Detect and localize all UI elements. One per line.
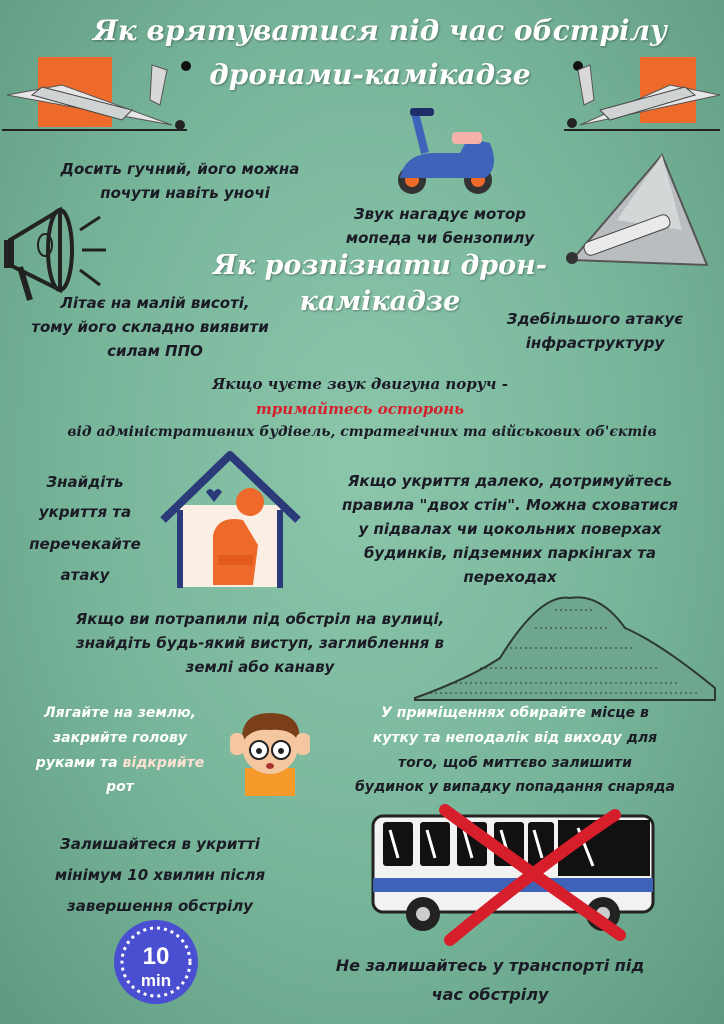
street-line1: Якщо ви потрапили під обстріл на вулиці, (75, 610, 445, 628)
scooter-icon (390, 108, 500, 196)
loud-line2: почути навіть уночі (100, 184, 270, 202)
house-icon (158, 450, 303, 590)
two-walls-line4: будинків, підземних паркінгах та (363, 544, 657, 562)
lie-line3-b: відкрийте (122, 755, 205, 771)
shelter-line1: Знайдіть (46, 473, 124, 491)
infra-line2: інфраструктуру (525, 334, 665, 352)
shahed-drone-icon (562, 150, 712, 280)
timer-icon (112, 918, 200, 1006)
shelter-line3: перечекайте (29, 535, 141, 553)
corner-line2-a: кутку та неподалік від виходу (372, 730, 627, 746)
lie-line3 (10, 755, 230, 772)
street-line3: землі або канаву (185, 658, 335, 676)
engine-line2: тримайтесь осторонь (255, 400, 465, 418)
cross-icon (430, 805, 630, 945)
sound-line1: Звук нагадує мотор (353, 205, 527, 223)
shelter-line2: укриття та (38, 503, 132, 521)
hill-icon (410, 588, 720, 703)
stay-line3: завершення обстрілу (67, 897, 253, 915)
subtitle-line1: Як розпізнати дрон- (212, 250, 548, 281)
corner-line1-b: місце в (590, 705, 649, 721)
transport-line2: час обстрілу (431, 985, 549, 1004)
title-line1: Як врятуватися під час обстрілу (93, 14, 667, 47)
subtitle-line2: камікадзе (299, 286, 461, 317)
timer-number: 10 (142, 943, 170, 970)
corner-line2 (310, 730, 720, 747)
drone-icon (2, 55, 192, 135)
two-walls-line3: у підвалах чи цокольних поверхах (358, 520, 662, 538)
lie-line1: Лягайте на землю, (44, 705, 196, 721)
engine-line3: від адміністративних будівель, стратегічних та військових об'єктів (67, 424, 657, 440)
corner-line1 (310, 705, 720, 722)
corner-line2-b: для (626, 730, 658, 746)
low-line2: тому його складно виявити (31, 318, 269, 336)
corner-line4: будинок у випадку попадання снаряда (355, 779, 675, 795)
lie-line4: рот (106, 779, 134, 795)
stay-line2: мінімум 10 хвилин після (54, 866, 266, 884)
corner-line3: того, щоб миттєво залишити (398, 755, 632, 771)
lie-line2: закрийте голову (53, 730, 187, 746)
two-walls-line5: переходах (463, 568, 557, 586)
shelter-line4: атаку (60, 566, 110, 584)
loud-line1: Досить гучний, його можна (60, 160, 300, 178)
engine-line1: Якщо чуєте звук двигуна поруч - (212, 375, 508, 393)
lie-line3-a: руками та (35, 755, 123, 771)
megaphone-icon (0, 195, 110, 305)
corner-line1-a: У приміщеннях обирайте (381, 705, 591, 721)
drone-right-icon (560, 55, 722, 135)
transport-line1: Не залишайтесь у транспорті під (335, 956, 645, 975)
two-walls-line2: правила "двох стін". Можна сховатися (341, 496, 679, 514)
two-walls-line1: Якщо укриття далеко, дотримуйтесь (347, 472, 673, 490)
title-line2: дронами-камікадзе (209, 58, 531, 91)
street-line2: знайдіть будь-який виступ, заглиблення в (75, 634, 445, 652)
stay-line1: Залишайтеся в укритті (60, 835, 260, 853)
low-line3: силам ППО (107, 342, 203, 360)
low-line1: Літає на малій висоті, (60, 294, 250, 312)
infra-line1: Здебільшого атакує (506, 310, 684, 328)
child-icon (225, 698, 315, 798)
timer-unit: min (140, 971, 172, 990)
sound-line2: мопеда чи бензопилу (345, 229, 535, 247)
